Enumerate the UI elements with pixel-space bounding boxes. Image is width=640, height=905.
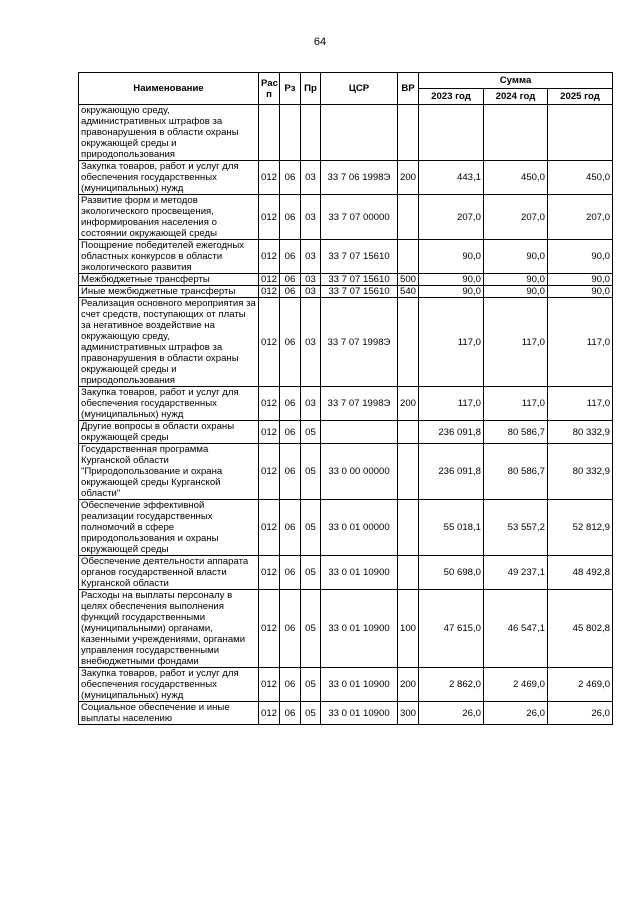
row-vr: 200 xyxy=(398,668,419,702)
row-sum-2025: 90,0 xyxy=(548,286,613,298)
row-sum-2025: 80 332,9 xyxy=(548,421,613,444)
table-row xyxy=(79,590,613,668)
row-vr: 500 xyxy=(398,274,419,286)
row-csr: 33 7 07 1998Э xyxy=(321,298,398,387)
row-rz: 06 xyxy=(280,387,301,421)
row-pr: 03 xyxy=(301,161,321,195)
row-rasp: 012 xyxy=(259,240,280,274)
header-pr: Пр xyxy=(301,73,321,105)
row-sum-2025: 450,0 xyxy=(548,161,613,195)
header-rz: Рз xyxy=(280,73,301,105)
row-csr: 33 0 01 10900 xyxy=(321,668,398,702)
header-year-2023: 2023 год xyxy=(419,89,484,105)
row-sum-2024: 80 586,7 xyxy=(484,421,548,444)
row-name: Иные межбюджетные трансферты xyxy=(79,286,259,298)
row-rz: 06 xyxy=(280,668,301,702)
row-pr: 03 xyxy=(301,286,321,298)
row-sum-2024: 53 557,2 xyxy=(484,500,548,556)
row-pr: 05 xyxy=(301,444,321,500)
row-pr: 05 xyxy=(301,500,321,556)
row-sum-2023: 236 091,8 xyxy=(419,421,484,444)
row-rasp: 012 xyxy=(259,161,280,195)
row-rz: 06 xyxy=(280,556,301,590)
table-row xyxy=(79,421,613,444)
row-name: Реализация основного мероприятия за счет средств, поступающих от платы за негативное воздействие на окружающую среду, административных штрафов за правонарушения в области охраны окружающей среды и природопользования xyxy=(79,298,259,387)
table-row xyxy=(79,161,613,195)
row-sum-2024: 2 469,0 xyxy=(484,668,548,702)
row-sum-2023: 55 018,1 xyxy=(419,500,484,556)
row-rasp: 012 xyxy=(259,421,280,444)
row-name: Социальное обеспечение и иные выплаты населению xyxy=(79,702,259,725)
row-csr: 33 7 06 1998Э xyxy=(321,161,398,195)
row-sum-2024: 49 237,1 xyxy=(484,556,548,590)
row-rasp: 012 xyxy=(259,286,280,298)
table-row xyxy=(79,240,613,274)
row-sum-2025: 48 492,8 xyxy=(548,556,613,590)
row-rasp: 012 xyxy=(259,195,280,240)
row-pr xyxy=(301,105,321,161)
row-rz: 06 xyxy=(280,500,301,556)
table-row xyxy=(79,702,613,725)
row-rasp: 012 xyxy=(259,702,280,725)
row-rz: 06 xyxy=(280,286,301,298)
row-sum-2023: 90,0 xyxy=(419,286,484,298)
row-pr: 03 xyxy=(301,274,321,286)
row-sum-2025: 80 332,9 xyxy=(548,444,613,500)
header-sum: Сумма xyxy=(419,73,613,89)
row-rasp: 012 xyxy=(259,500,280,556)
header-vr: ВР xyxy=(398,73,419,105)
row-sum-2025 xyxy=(548,105,613,161)
row-rz: 06 xyxy=(280,161,301,195)
row-sum-2024: 450,0 xyxy=(484,161,548,195)
row-vr xyxy=(398,240,419,274)
row-pr: 05 xyxy=(301,668,321,702)
row-csr xyxy=(321,105,398,161)
table-row xyxy=(79,556,613,590)
row-csr: 33 7 07 15610 xyxy=(321,286,398,298)
row-csr: 33 7 07 00000 xyxy=(321,195,398,240)
row-name: Расходы на выплаты персоналу в целях обеспечения выполнения функций государственными (муниципальными) органами, казенными учреждениями, органами управления государственными внебюджетными фондами xyxy=(79,590,259,668)
row-rasp: 012 xyxy=(259,590,280,668)
row-sum-2023: 90,0 xyxy=(419,240,484,274)
row-sum-2023 xyxy=(419,105,484,161)
row-sum-2023: 90,0 xyxy=(419,274,484,286)
row-rz: 06 xyxy=(280,298,301,387)
row-rasp: 012 xyxy=(259,274,280,286)
row-sum-2023: 117,0 xyxy=(419,387,484,421)
header-name: Наименование xyxy=(79,73,259,105)
row-name: Обеспечение эффективной реализации государственных полномочий в сфере природопользования и охраны окружающей среды xyxy=(79,500,259,556)
row-name: Закупка товаров, работ и услуг для обеспечения государственных (муниципальных) нужд xyxy=(79,668,259,702)
row-sum-2024: 26,0 xyxy=(484,702,548,725)
row-rasp: 012 xyxy=(259,298,280,387)
row-sum-2024: 90,0 xyxy=(484,286,548,298)
header-year-2024: 2024 год xyxy=(484,89,548,105)
row-name: Поощрение победителей ежегодных областных конкурсов в области экологического развития xyxy=(79,240,259,274)
row-sum-2025: 52 812,9 xyxy=(548,500,613,556)
row-name: Закупка товаров, работ и услуг для обеспечения государственных (муниципальных) нужд xyxy=(79,161,259,195)
page-number: 64 xyxy=(313,36,327,48)
table-row xyxy=(79,298,613,387)
row-pr: 05 xyxy=(301,556,321,590)
row-rasp: 012 xyxy=(259,668,280,702)
row-sum-2023: 2 862,0 xyxy=(419,668,484,702)
row-csr: 33 0 01 10900 xyxy=(321,556,398,590)
row-rz: 06 xyxy=(280,590,301,668)
row-rz: 06 xyxy=(280,702,301,725)
row-sum-2025: 90,0 xyxy=(548,240,613,274)
row-sum-2025: 2 469,0 xyxy=(548,668,613,702)
row-vr: 100 xyxy=(398,590,419,668)
row-name: Развитие форм и методов экологического просвещения, информирования населения о состоянии окружающей среды xyxy=(79,195,259,240)
row-csr: 33 7 07 15610 xyxy=(321,274,398,286)
row-rz: 06 xyxy=(280,444,301,500)
table-row xyxy=(79,286,613,298)
table-body xyxy=(79,105,613,725)
row-sum-2025: 26,0 xyxy=(548,702,613,725)
row-vr xyxy=(398,105,419,161)
row-vr: 200 xyxy=(398,387,419,421)
row-vr: 300 xyxy=(398,702,419,725)
row-vr xyxy=(398,556,419,590)
row-sum-2025: 45 802,8 xyxy=(548,590,613,668)
row-vr: 540 xyxy=(398,286,419,298)
row-sum-2024: 90,0 xyxy=(484,274,548,286)
row-vr xyxy=(398,298,419,387)
row-sum-2025: 90,0 xyxy=(548,274,613,286)
table-row xyxy=(79,500,613,556)
row-rasp: 012 xyxy=(259,444,280,500)
row-vr xyxy=(398,421,419,444)
row-sum-2023: 117,0 xyxy=(419,298,484,387)
row-sum-2024: 90,0 xyxy=(484,240,548,274)
row-rz: 06 xyxy=(280,240,301,274)
row-rz xyxy=(280,105,301,161)
row-vr xyxy=(398,500,419,556)
table-row xyxy=(79,668,613,702)
row-sum-2024: 46 547,1 xyxy=(484,590,548,668)
row-pr: 05 xyxy=(301,590,321,668)
row-name: Государственная программа Курганской области "Природопользование и охрана окружающей среды Курганской области" xyxy=(79,444,259,500)
row-sum-2025: 117,0 xyxy=(548,387,613,421)
row-name: окружающую среду, административных штрафов за правонарушения в области охраны окружающей среды и природопользования xyxy=(79,105,259,161)
row-sum-2024: 207,0 xyxy=(484,195,548,240)
header-year-2025: 2025 год xyxy=(548,89,613,105)
row-name: Обеспечение деятельности аппарата органов государственной власти Курганской области xyxy=(79,556,259,590)
row-csr: 33 0 00 00000 xyxy=(321,444,398,500)
row-pr: 05 xyxy=(301,702,321,725)
row-vr xyxy=(398,444,419,500)
row-pr: 03 xyxy=(301,387,321,421)
row-sum-2023: 207,0 xyxy=(419,195,484,240)
row-vr xyxy=(398,195,419,240)
row-sum-2024 xyxy=(484,105,548,161)
row-sum-2023: 26,0 xyxy=(419,702,484,725)
row-sum-2023: 47 615,0 xyxy=(419,590,484,668)
row-rz: 06 xyxy=(280,195,301,240)
row-sum-2024: 80 586,7 xyxy=(484,444,548,500)
table-row xyxy=(79,387,613,421)
row-pr: 03 xyxy=(301,195,321,240)
row-sum-2024: 117,0 xyxy=(484,298,548,387)
row-csr xyxy=(321,421,398,444)
row-vr: 200 xyxy=(398,161,419,195)
header-csr: ЦСР xyxy=(321,73,398,105)
row-name: Закупка товаров, работ и услуг для обеспечения государственных (муниципальных) нужд xyxy=(79,387,259,421)
row-sum-2025: 117,0 xyxy=(548,298,613,387)
table-row xyxy=(79,444,613,500)
budget-table xyxy=(78,72,613,725)
row-rasp: 012 xyxy=(259,387,280,421)
table-row xyxy=(79,105,613,161)
row-pr: 05 xyxy=(301,421,321,444)
row-csr: 33 0 01 10900 xyxy=(321,590,398,668)
row-sum-2024: 117,0 xyxy=(484,387,548,421)
row-csr: 33 0 01 10900 xyxy=(321,702,398,725)
row-name: Другие вопросы в области охраны окружающей среды xyxy=(79,421,259,444)
header-rasp: Рас п xyxy=(259,73,280,105)
row-sum-2023: 443,1 xyxy=(419,161,484,195)
row-name: Межбюджетные трансферты xyxy=(79,274,259,286)
row-sum-2023: 50 698,0 xyxy=(419,556,484,590)
table-row xyxy=(79,195,613,240)
row-pr: 03 xyxy=(301,240,321,274)
row-rasp xyxy=(259,105,280,161)
row-rz: 06 xyxy=(280,274,301,286)
row-sum-2025: 207,0 xyxy=(548,195,613,240)
row-csr: 33 7 07 1998Э xyxy=(321,387,398,421)
row-rasp: 012 xyxy=(259,556,280,590)
row-sum-2023: 236 091,8 xyxy=(419,444,484,500)
row-pr: 03 xyxy=(301,298,321,387)
row-csr: 33 7 07 15610 xyxy=(321,240,398,274)
table-row xyxy=(79,274,613,286)
row-csr: 33 0 01 00000 xyxy=(321,500,398,556)
row-rz: 06 xyxy=(280,421,301,444)
